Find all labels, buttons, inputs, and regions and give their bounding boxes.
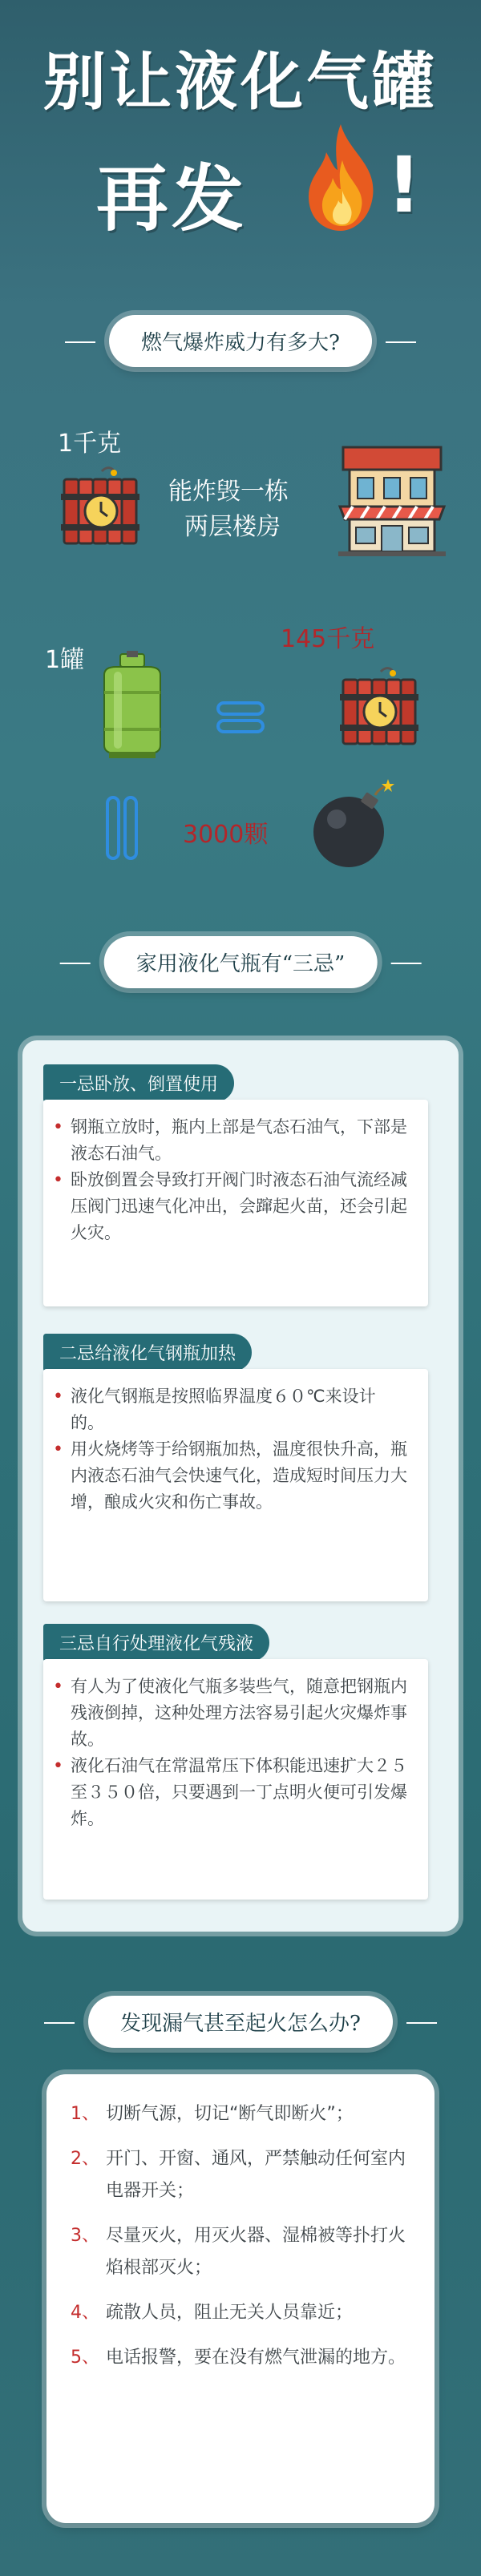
dynamite-icon: [337, 664, 425, 752]
bomb-icon: [305, 777, 401, 874]
response-item: [71, 2143, 418, 2207]
response-text: 切断气源，切记“断气即断火”；: [106, 2104, 354, 2124]
equals-icon: [216, 700, 265, 735]
response-text: 电话报警，要在没有燃气泄漏的地方。: [106, 2348, 406, 2368]
taboo-3-item-2: • 液化石油气在常温常压下体积能迅速扩大２５至３５０倍，只要遇到一丁点明火便可引发爆炸。: [67, 1753, 409, 1832]
response-item: [71, 2098, 418, 2130]
response-num: 4、: [71, 2303, 99, 2323]
taboo-3-box: [43, 1659, 428, 1900]
tank-label: 1罐: [45, 646, 85, 674]
taboo-1-box: [43, 1100, 428, 1306]
taboo-2-title: 二忌给液化气钢瓶加热: [43, 1334, 252, 1371]
response-text: 尽量灭火，用灭火器、湿棉被等扑打火焰根部灭火；: [106, 2226, 406, 2278]
response-num: 1、: [71, 2104, 99, 2124]
equiv-kg: 145千克: [281, 625, 375, 653]
response-text: 开门、开窗、通风，严禁触动任何室内电器开关；: [106, 2149, 406, 2201]
house-icon: [332, 439, 452, 559]
response-card: [46, 2074, 435, 2523]
explosion-heading: 燃气爆炸威力有多大?: [109, 315, 372, 367]
taboo-1-item-2: • 卧放倒置会导致打开阀门时液态石油气流经减压阀门迅速气化冲出，会蹿起火苗，还会引起火灾。: [67, 1167, 409, 1246]
response-num: 2、: [71, 2149, 99, 2169]
response-heading: 发现漏气甚至起火怎么办?: [88, 1996, 393, 2048]
flame-icon: [301, 120, 381, 232]
kg-label: 1千克: [58, 430, 122, 458]
title-line-2: 再发: [96, 157, 247, 241]
taboos-heading: 家用液化气瓶有“三忌”: [104, 936, 378, 988]
response-text: 疏散人员，阻止无关人员靠近；: [106, 2303, 354, 2323]
gas-cylinder-icon: [96, 651, 168, 759]
title-exclaim: !: [386, 140, 422, 230]
response-item: [71, 2297, 418, 2329]
destroy-line-1: 能炸毁一栋: [168, 478, 289, 506]
response-item: [71, 2220, 418, 2284]
taboo-2-item-1: • 液化气钢瓶是按照临界温度６０℃来设计的。: [67, 1383, 409, 1436]
taboo-1-item-1: • 钢瓶立放时，瓶内上部是气态石油气，下部是液态石油气。: [67, 1114, 409, 1167]
destroy-line-2: 两层楼房: [184, 513, 281, 541]
equiv-bombs: 3000颗: [183, 821, 269, 849]
equals-icon: [104, 796, 139, 860]
dynamite-icon: [58, 463, 146, 551]
response-num: 3、: [71, 2226, 99, 2246]
response-num: 5、: [71, 2348, 99, 2368]
taboo-2-item-2: • 用火烧烤等于给钢瓶加热，温度很快升高，瓶内液态石油气会快速气化，造成短时间压力大增，酿成火灾和伤亡事故。: [67, 1436, 409, 1516]
title-line-1: 别让液化气罐: [42, 46, 438, 119]
response-item: [71, 2342, 418, 2374]
taboo-1-title: 一忌卧放、倒置使用: [43, 1064, 234, 1102]
taboo-3-item-1: • 有人为了使液化气瓶多装些气，随意把钢瓶内残液倒掉，这种处理方法容易引起火灾爆炸事故。: [67, 1674, 409, 1753]
taboo-3-title: 三忌自行处理液化气残液: [43, 1624, 269, 1661]
taboo-2-box: [43, 1369, 428, 1601]
